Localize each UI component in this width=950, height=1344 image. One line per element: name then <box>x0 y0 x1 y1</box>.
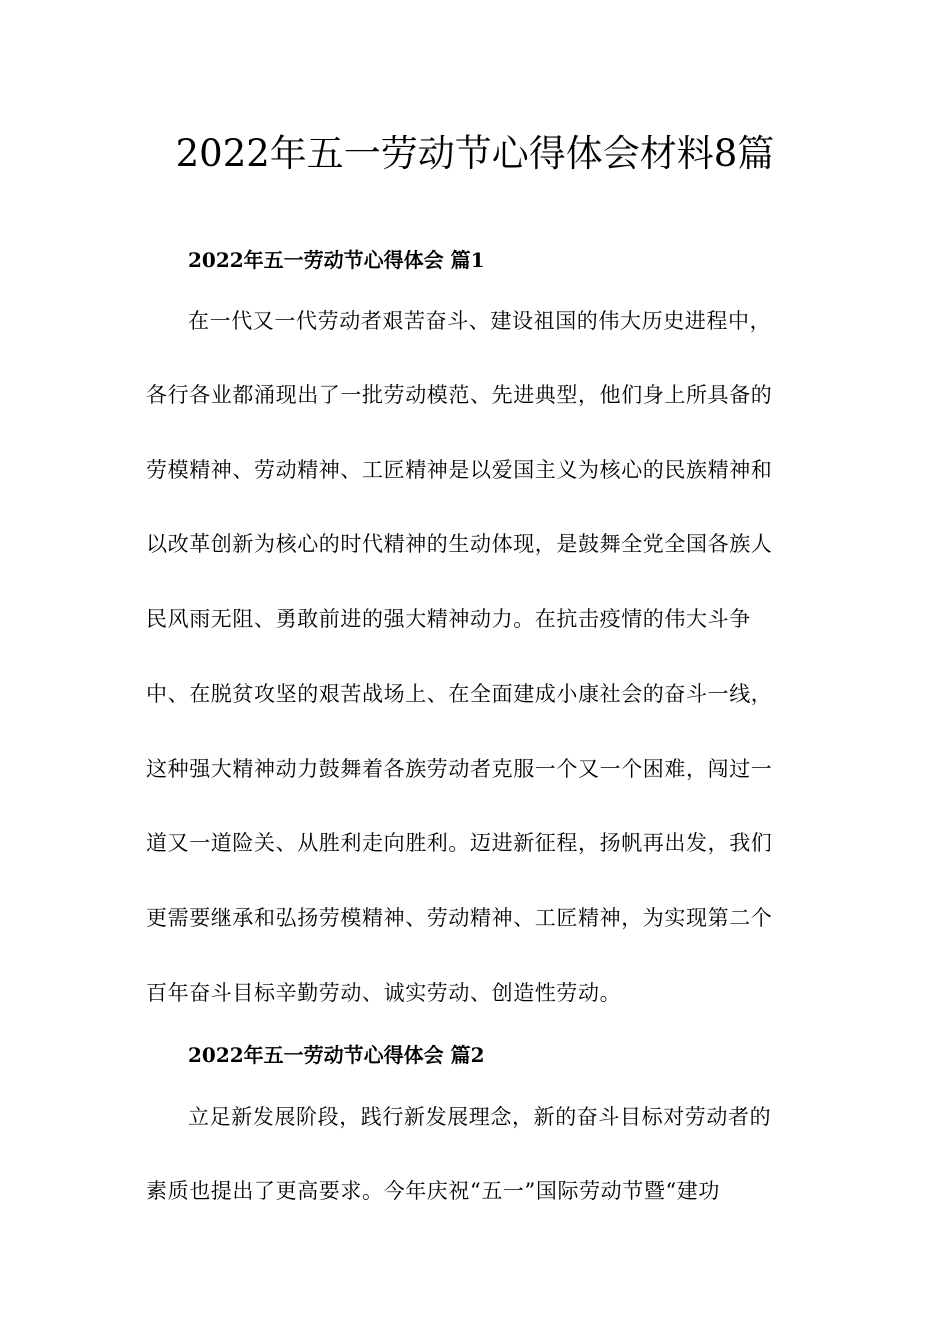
paragraph-line: 各行各业都涌现出了一批劳动模范、先进典型，他们身上所具备的 <box>146 383 773 407</box>
document-title: 2022年五一劳动节心得体会材料8篇 <box>175 132 775 175</box>
paragraph-line: 以改革创新为核心的时代精神的生动体现，是鼓舞全党全国各族人 <box>146 532 773 556</box>
section-heading-2: 2022年五一劳动节心得体会 篇2 <box>188 1043 485 1067</box>
paragraph-line: 立足新发展阶段，践行新发展理念，新的奋斗目标对劳动者的 <box>188 1105 772 1129</box>
paragraph-line: 民风雨无阻、勇敢前进的强大精神动力。在抗击疫情的伟大斗争 <box>146 607 751 631</box>
section-heading-1: 2022年五一劳动节心得体会 篇1 <box>188 248 485 272</box>
paragraph-line: 素质也提出了更高要求。今年庆祝“五一”国际劳动节暨“建功 <box>146 1179 721 1203</box>
paragraph-line: 道又一道险关、从胜利走向胜利。迈进新征程，扬帆再出发，我们 <box>146 831 773 855</box>
paragraph-line: 百年奋斗目标辛勤劳动、诚实劳动、创造性劳动。 <box>146 981 622 1005</box>
paragraph-line: 劳模精神、劳动精神、工匠精神是以爱国主义为核心的民族精神和 <box>146 458 773 482</box>
paragraph-line: 更需要继承和弘扬劳模精神、劳动精神、工匠精神，为实现第二个 <box>146 906 773 930</box>
paragraph-line: 这种强大精神动力鼓舞着各族劳动者克服一个又一个困难，闯过一 <box>146 757 773 781</box>
paragraph-line: 中、在脱贫攻坚的艰苦战场上、在全面建成小康社会的奋斗一线， <box>146 682 773 706</box>
paragraph-line: 在一代又一代劳动者艰苦奋斗、建设祖国的伟大历史进程中， <box>188 309 772 333</box>
